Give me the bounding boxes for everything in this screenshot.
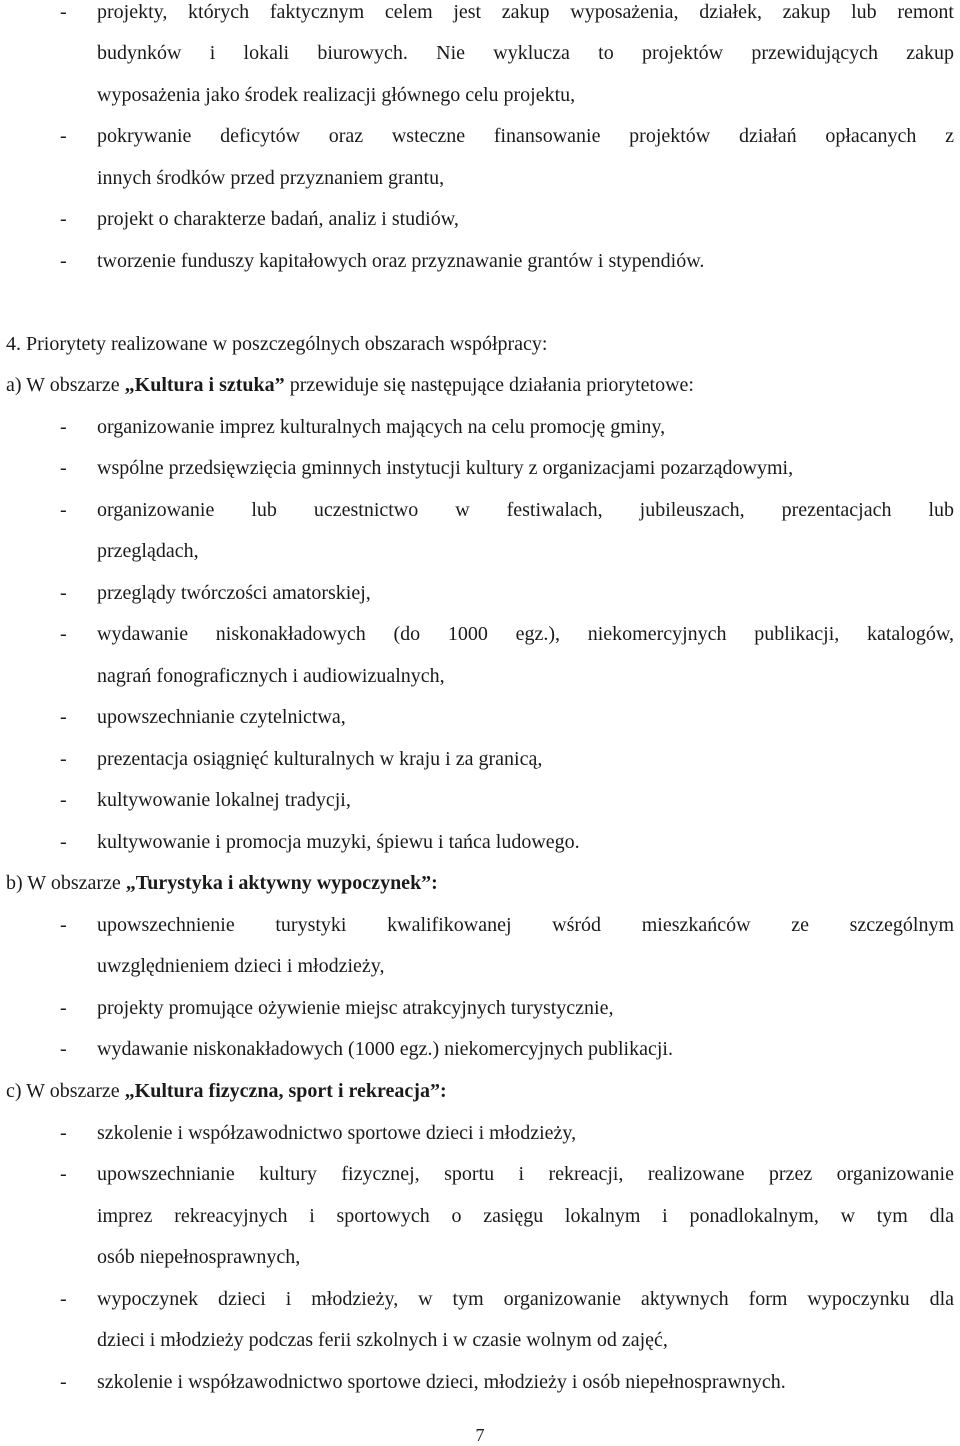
list-dash: - [60,706,67,728]
list-dash: - [60,914,67,936]
list-item [0,1037,960,1078]
list-item-continuation [0,1245,960,1286]
list-item [0,996,960,1037]
section-heading [0,332,960,373]
list-item-text: projekty, których faktycznym celem jest zakup wyposażenia, działek, zakup lub remont [97,1,954,23]
list-item-text: upowszechnianie kultury fizycznej, sportu i rekreacji, realizowane przez organizowanie [97,1163,954,1185]
list-item-text: kultywowanie lokalnej tradycji, [97,789,351,811]
list-item-text: szkolenie i współzawodnictwo sportowe dzieci, młodzieży i osób niepełnosprawnych. [97,1371,786,1393]
subsection-title: „Kultura i sztuka” [124,374,285,396]
list-item-text: upowszechnienie turystyki kwalifikowanej wśród mieszkańców ze szczególnym [97,914,954,936]
list-dash: - [60,125,67,147]
list-item-text: projekty promujące ożywienie miejsc atrakcyjnych turystycznie, [97,997,614,1019]
list-item-text: upowszechnianie czytelnictwa, [97,706,346,728]
list-item [0,747,960,788]
list-item-text: imprez rekreacyjnych i sportowych o zasięgu lokalnym i ponadlokalnym, w tym dla [97,1205,954,1227]
list-dash: - [60,789,67,811]
list-dash: - [60,1371,67,1393]
list-item [0,249,960,290]
list-dash: - [60,748,67,770]
list-item-text: innych środków przed przyznaniem grantu, [97,167,445,189]
list-item [0,1162,960,1203]
list-item-continuation [0,1328,960,1369]
list-dash: - [60,1122,67,1144]
page-number: 7 [475,1425,485,1445]
section-heading-text: 4. Priorytety realizowane w poszczególnych obszarach współpracy: [6,333,548,355]
list-item [0,456,960,497]
list-item [0,124,960,165]
list-item [0,788,960,829]
list-item-continuation [0,41,960,82]
list-dash: - [60,582,67,604]
list-dash: - [60,208,67,230]
list-item-text: uwzględnieniem dzieci i młodzieży, [97,955,385,977]
list-item [0,622,960,663]
list-item [0,0,960,41]
subsection-title: „Kultura fizyczna, sport i rekreacja”: [124,1080,447,1102]
list-item-text: wydawanie niskonakładowych (1000 egz.) niekomercyjnych publikacji. [97,1038,673,1060]
list-dash: - [60,831,67,853]
list-dash: - [60,997,67,1019]
list-item [0,498,960,539]
list-dash: - [60,250,67,272]
list-dash: - [60,623,67,645]
list-item-text: osób niepełnosprawnych, [97,1246,301,1268]
list-item-text: przeglądy twórczości amatorskiej, [97,582,371,604]
list-item-text: organizowanie imprez kulturalnych mających na celu promocję gminy, [97,416,666,438]
list-item-text: dzieci i młodzieży podczas ferii szkolnych i w czasie wolnym od zajęć, [97,1329,668,1351]
list-item-continuation [0,1204,960,1245]
list-dash: - [60,1,67,23]
list-item-text: wspólne przedsięwzięcia gminnych instytucji kultury z organizacjami pozarządowymi, [97,457,794,479]
list-item-text: nagrań fonograficznych i audiowizualnych, [97,665,445,687]
list-item [0,207,960,248]
subsection-heading-text: b) W obszarze „Turystyka i aktywny wypoczynek”: [6,872,438,894]
list-item-text: wydawanie niskonakładowych (do 1000 egz.), niekomercyjnych publikacji, katalogów, [97,623,954,645]
list-item [0,1287,960,1328]
list-item [0,581,960,622]
subsection-heading-text: c) W obszarze „Kultura fizyczna, sport i rekreacja”: [6,1080,447,1102]
list-item-text: kultywowanie i promocja muzyki, śpiewu i tańca ludowego. [97,831,580,853]
list-dash: - [60,457,67,479]
list-item-continuation [0,166,960,207]
list-item-continuation [0,664,960,705]
subsection-heading [0,1079,960,1120]
subsection-heading [0,373,960,414]
list-dash: - [60,1163,67,1185]
list-item-continuation [0,954,960,995]
list-dash: - [60,499,67,521]
list-item-text: prezentacja osiągnięć kulturalnych w kraju i za granicą, [97,748,543,770]
list-item-text: pokrywanie deficytów oraz wsteczne finansowanie projektów działań opłacanych z [97,125,954,147]
list-item-text: szkolenie i współzawodnictwo sportowe dzieci i młodzieży, [97,1122,577,1144]
list-item-continuation [0,83,960,124]
list-item-text: przeglądach, [97,540,199,562]
list-item [0,705,960,746]
list-item [0,1121,960,1162]
list-item-continuation [0,539,960,580]
list-dash: - [60,1038,67,1060]
list-item [0,830,960,871]
list-item-text: tworzenie funduszy kapitałowych oraz przyznawanie grantów i stypendiów. [97,250,705,272]
subsection-heading [0,871,960,912]
list-item [0,913,960,954]
list-item-text: budynków i lokali biurowych. Nie wyklucza to projektów przewidujących zakup [97,42,954,64]
list-item-text: wypoczynek dzieci i młodzieży, w tym organizowanie aktywnych form wypoczynku dla [97,1288,954,1310]
list-item [0,1370,960,1411]
list-item-text: organizowanie lub uczestnictwo w festiwalach, jubileuszach, prezentacjach lub [97,499,954,521]
list-item-text: projekt o charakterze badań, analiz i studiów, [97,208,459,230]
list-item-text: wyposażenia jako środek realizacji głównego celu projektu, [97,84,576,106]
subsection-title: „Turystyka i aktywny wypoczynek”: [125,872,438,894]
list-dash: - [60,1288,67,1310]
subsection-heading-text: a) W obszarze „Kultura i sztuka” przewiduje się następujące działania priorytetowe: [6,374,694,396]
list-dash: - [60,416,67,438]
list-item [0,415,960,456]
